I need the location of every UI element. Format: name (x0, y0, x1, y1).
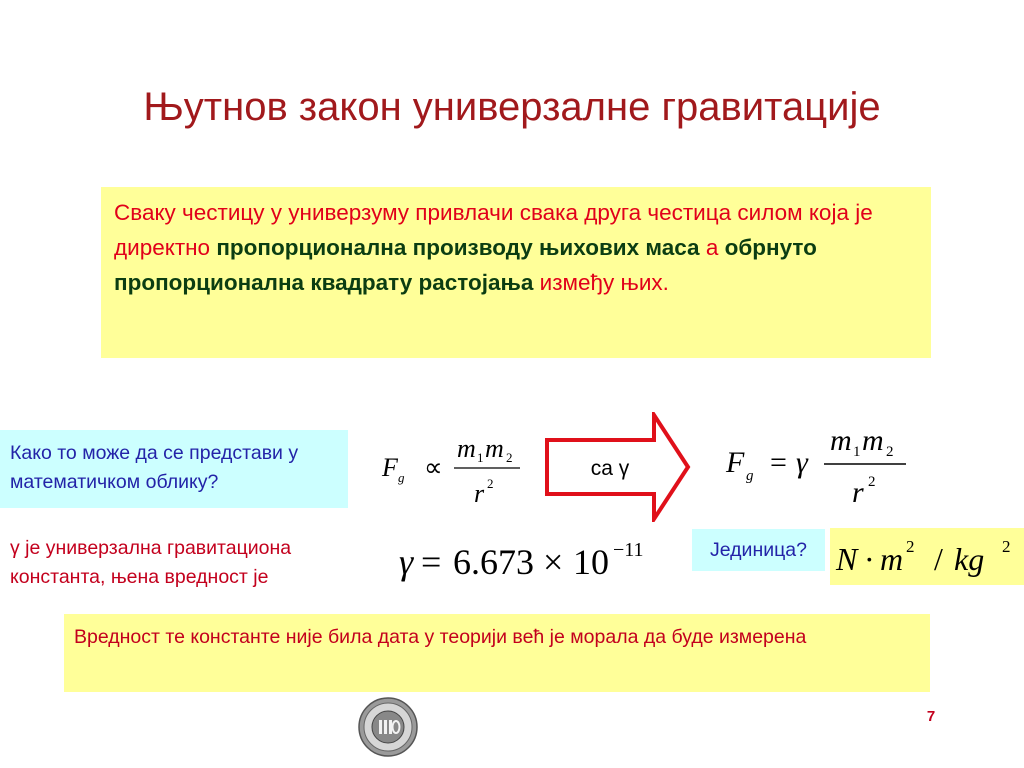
formula-prop-exp: 2 (487, 476, 494, 491)
formula-prop-lhs-sub: g (398, 470, 405, 485)
formula-prop-m1: m (457, 434, 476, 463)
gamma-exponent: −11 (613, 539, 644, 561)
formula-eq-m2: m (862, 424, 884, 457)
gamma-mantissa: 6.673 (453, 542, 534, 582)
note-text: Вредност те константе није била дата у теорији већ је морала да буде измерена (74, 626, 807, 648)
formula-eq-m1: m (830, 424, 852, 457)
formula-eq-lhs: F (726, 446, 745, 479)
units-m: m (880, 541, 904, 577)
formula-prop-lhs: F (382, 453, 398, 482)
formula-eq-sub2: 2 (886, 444, 894, 460)
definition-bold-1: пропорционална производу њихових маса (216, 235, 700, 260)
units-dot: · (864, 541, 875, 577)
formula-eq-denominator: r (852, 476, 864, 509)
proportional-formula (378, 430, 538, 510)
gamma-symbol: γ (399, 542, 414, 582)
units-kg-exp: 2 (1002, 537, 1011, 556)
gamma-description: γ је универзална гравитациона константа, њена вредност је (10, 537, 292, 588)
formula-eq-gamma: γ (796, 446, 808, 479)
arrow-label: са γ (590, 457, 630, 480)
formula-prop-denominator: r (474, 479, 485, 508)
formula-eq-relation: = (770, 446, 787, 479)
university-seal-logo (357, 696, 419, 758)
definition-box (101, 187, 931, 358)
units-kg: kg (954, 541, 985, 577)
definition-text-3: између њих. (533, 270, 669, 295)
page-number: 7 (926, 708, 936, 725)
formula-prop-sub2: 2 (506, 450, 513, 465)
slide-title: Њутнов закон универзалне гравитације (143, 85, 881, 129)
formula-eq-exp: 2 (868, 474, 876, 490)
question-text: Како то може да се представи у математичком облику? (10, 442, 299, 493)
formula-eq-lhs-sub: g (746, 468, 754, 484)
definition-bold-2: обрнуто пропорционална квадрату растојања (114, 235, 817, 295)
gravitation-formula (720, 420, 920, 510)
formula-prop-relation: ∝ (424, 453, 443, 482)
gamma-value-formula (397, 534, 687, 582)
units-slash: / (934, 541, 943, 577)
question-box (0, 430, 348, 508)
units-formula (830, 528, 1024, 585)
definition-text-2: а (699, 235, 725, 260)
formula-prop-m2: m (485, 434, 504, 463)
gamma-times: × (543, 542, 564, 582)
formula-eq-sub1: 1 (853, 444, 861, 460)
units-label: Јединица? (692, 529, 825, 571)
gamma-equals: = (421, 542, 442, 582)
definition-text-1: Сваку честицу у универзуму привлачи свака друга честица силом која је директно (114, 200, 873, 260)
gamma-base: 10 (573, 542, 609, 582)
units-N: N (836, 541, 858, 577)
units-m-exp: 2 (906, 537, 915, 556)
note-box (64, 614, 930, 692)
formula-prop-sub1: 1 (477, 450, 484, 465)
